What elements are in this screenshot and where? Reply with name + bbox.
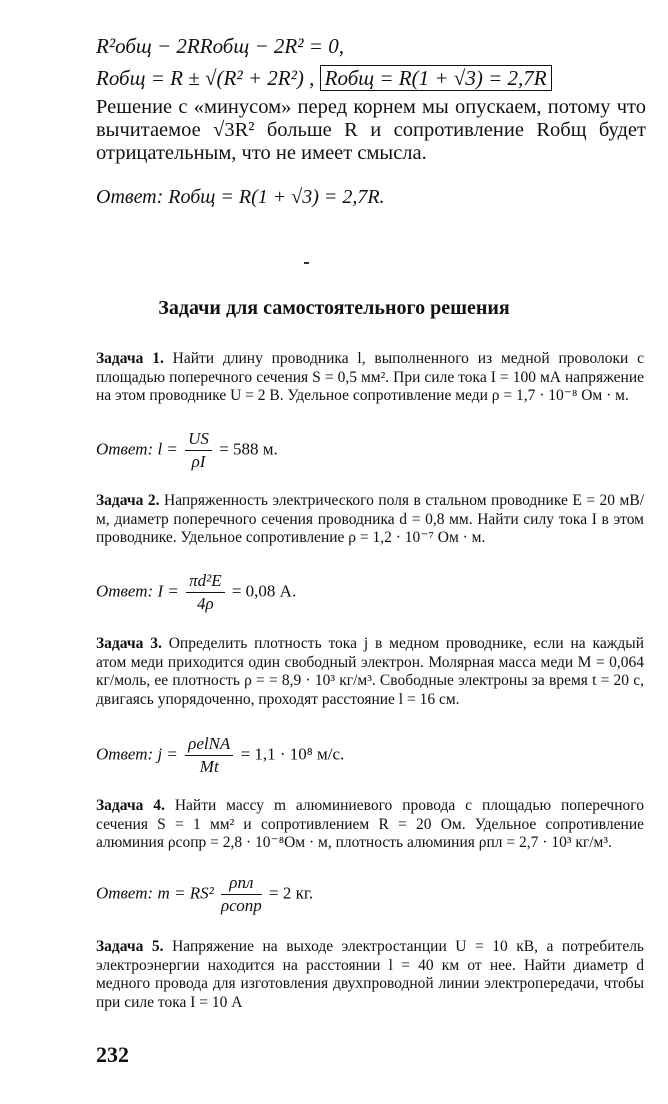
answer-lhs: I = <box>157 581 179 601</box>
task-5-text: Напряжение на выходе электростанции U = 10 кВ, а потребитель электроэнергии находится на расстоянии l = 40 км от нее. Найти диаметр d медного провода для изготовления двухпроводной линии электропередачи, чтобы при силе тока I = 10 А <box>96 938 644 1011</box>
answer-fraction <box>185 733 233 778</box>
answer-label: Ответ: <box>96 744 154 764</box>
answer-lhs: j = <box>157 744 178 764</box>
task-4-text: Найти массу m алюминиевого провода с площадью поперечного сечения S = 1 мм² и сопротивлением R = 20 Ом. Удельное сопротивление алюминия ρсопр = 2,8 · 10⁻⁸Ом · м, плотность алюминия ρпл = 2,7 · 10³ кг/м³. <box>96 797 644 852</box>
task-2-answer <box>96 570 296 615</box>
task-1-answer <box>96 428 278 473</box>
answer-result: = 1,1 · 10⁸ м/с. <box>240 744 345 764</box>
task-3-label: Задача 3. <box>96 635 162 652</box>
equation-root-general: Rобщ = R ± √(R² + 2R²) , <box>96 66 315 90</box>
task-3-answer <box>96 733 344 778</box>
equation-root <box>96 66 552 91</box>
task-4-answer <box>96 872 313 917</box>
fraction-denominator: ρI <box>191 452 206 471</box>
answer-label: Ответ: <box>96 581 154 601</box>
fraction-denominator: ρсопр <box>220 896 262 915</box>
answer-fraction <box>186 570 225 615</box>
fraction-numerator: US <box>185 428 212 451</box>
answer-label: Ответ: <box>96 439 154 459</box>
fraction-denominator: Mt <box>199 757 219 776</box>
divider-mark <box>304 262 309 264</box>
answer-fraction <box>221 872 262 917</box>
task-2-text: Напряженность электрического поля в стальном проводнике E = 20 мВ/м, диаметр поперечного сечения проводника d = 0,8 мм. Найти силу тока I в этом проводнике. Удельное сопротивление ρ = 1,2 · 10⁻⁷ Ом · м. <box>96 492 644 547</box>
answer-result: = 588 м. <box>219 439 278 459</box>
fraction-numerator: ρпл <box>221 872 262 895</box>
task-4-label: Задача 4. <box>96 797 165 814</box>
answer-label: Ответ: <box>96 883 154 903</box>
task-2-label: Задача 2. <box>96 492 160 509</box>
task-4 <box>96 797 644 853</box>
answer-fraction <box>185 428 212 473</box>
answer-result: = 0,08 А. <box>231 581 297 601</box>
task-1 <box>96 350 644 406</box>
task-3 <box>96 635 644 709</box>
task-3-text: Определить плотность тока j в медном проводнике, если на каждый атом меди приходится один свободный электрон. Молярная масса меди M = 0,064 кг/моль, ее плотность ρ = = 8,9 · 10³ кг/м³. Свободные электроны за время t = 20 с, двигаясь упорядоченно, проходят расстояние l = 16 см. <box>96 635 644 708</box>
answer-result: = 2 кг. <box>268 883 314 903</box>
equation-quadratic: R²общ − 2RRобщ − 2R² = 0, <box>96 34 344 58</box>
fraction-denominator: 4ρ <box>197 594 214 613</box>
answer-lhs: m = RS² <box>157 883 214 903</box>
fraction-numerator: πd²E <box>186 570 225 593</box>
derivation-explanation: Решение с «минусом» перед корнем мы опускаем, потому что вычитаемое √3R² больше R и сопротивление Rобщ будет отрицательным, что не имеет смысла. <box>96 96 646 164</box>
task-5-label: Задача 5. <box>96 938 164 955</box>
task-1-text: Найти длину проводника l, выполненного из медной проволоки с площадью поперечного сечения S = 0,5 мм². При силе тока I = 100 мА напряжение на этом проводнике U = 2 В. Удельное сопротивление меди ρ = 1,7 · 10⁻⁸ Ом · м. <box>96 350 644 405</box>
task-1-label: Задача 1. <box>96 350 164 367</box>
equation-root-boxed-result: Rобщ = R(1 + √3) = 2,7R <box>320 65 552 91</box>
task-2 <box>96 492 644 548</box>
answer-lhs: l = <box>157 439 178 459</box>
section-heading: Задачи для самостоятельного решения <box>158 297 510 319</box>
page-number: 232 <box>96 1042 129 1067</box>
task-5 <box>96 938 644 1012</box>
fraction-numerator: ρelNA <box>185 733 233 756</box>
derivation-answer: Ответ: Rобщ = R(1 + √3) = 2,7R. <box>96 186 385 208</box>
